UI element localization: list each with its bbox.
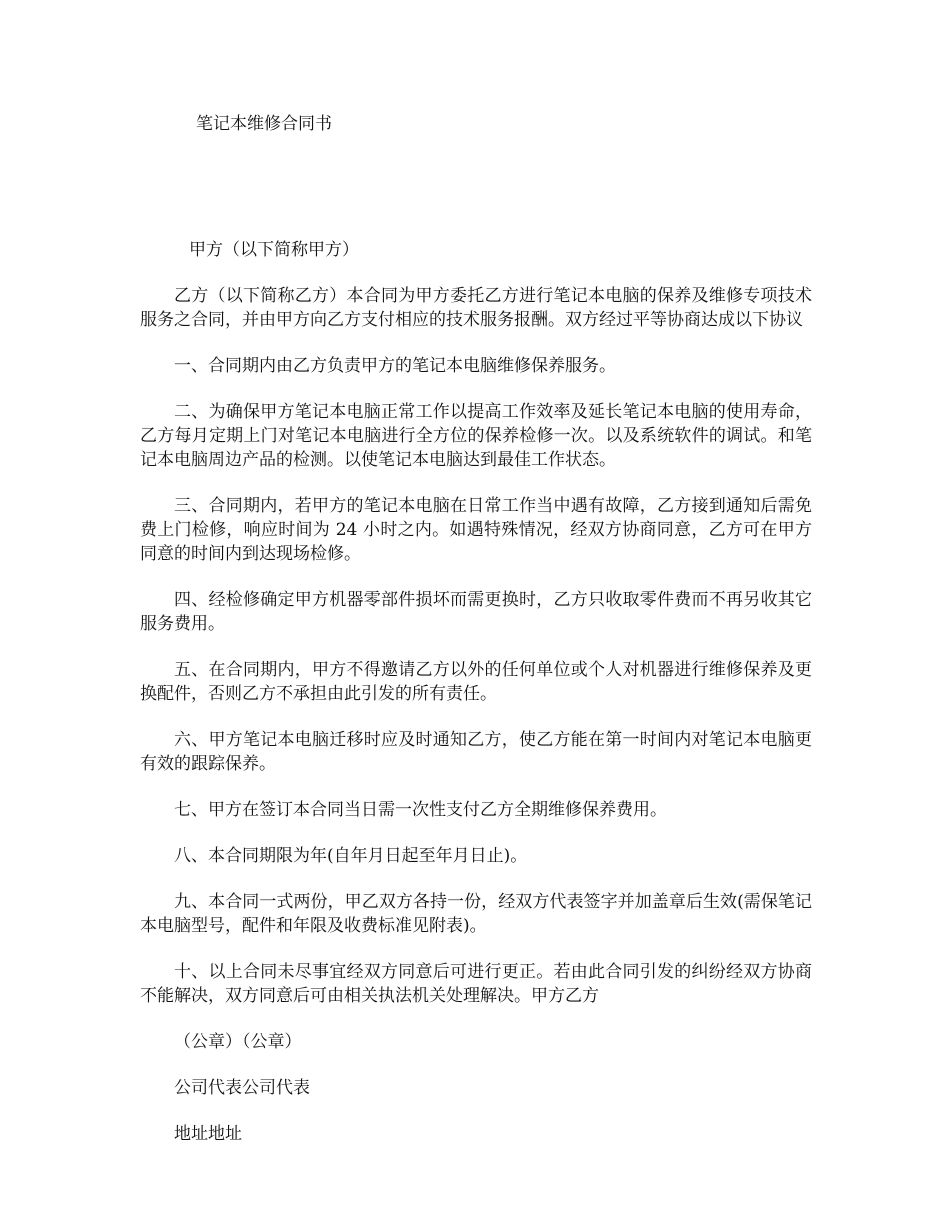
clause-1: 一、合同期内由乙方负责甲方的笔记本电脑维修保养服务。 [174, 356, 616, 376]
party-a-line: 甲方（以下简称甲方） [189, 240, 359, 260]
seal-line: （公章）（公章） [174, 1032, 302, 1052]
representative-line: 公司代表公司代表 [174, 1078, 310, 1098]
document-title: 笔记本维修合同书 [196, 114, 332, 134]
clause-8: 八、本合同期限为年(自年月日起至年月日止)。 [174, 846, 528, 866]
clause-3: 三、合同期内，若甲方的笔记本电脑在日常工作当中遇有故障，乙方接到通知后需免费上门检修，响应时间为 24 小时之内。如遇特殊情况，经双方协商同意，乙方可在甲方同意的时间内到达现场检修。 [140, 496, 812, 564]
clause-2: 二、为确保甲方笔记本电脑正常工作以提高工作效率及延长笔记本电脑的使用寿命，乙方每月定期上门对笔记本电脑进行全方位的保养检修一次。以及系统软件的调试。和笔记本电脑周边产品的检测。以使笔记本电脑达到最佳工作状态。 [140, 402, 812, 470]
clause-6: 六、甲方笔记本电脑迁移时应及时通知乙方，使乙方能在第一时间内对笔记本电脑更有效的跟踪保养。 [140, 730, 812, 774]
intro-paragraph: 乙方（以下简称乙方）本合同为甲方委托乙方进行笔记本电脑的保养及维修专项技术服务之合同，并由甲方向乙方支付相应的技术服务报酬。双方经过平等协商达成以下协议 [140, 286, 812, 330]
document-body [140, 284, 812, 1168]
clause-10: 十、以上合同未尽事宜经双方同意后可进行更正。若由此合同引发的纠纷经双方协商不能解决，双方同意后可由相关执法机关处理解决。甲方乙方 [140, 962, 812, 1006]
clause-5: 五、在合同期内，甲方不得邀请乙方以外的任何单位或个人对机器进行维修保养及更换配件，否则乙方不承担由此引发的所有责任。 [140, 660, 812, 704]
address-line: 地址地址 [174, 1124, 242, 1144]
clause-7: 七、甲方在签订本合同当日需一次性支付乙方全期维修保养费用。 [174, 800, 667, 820]
clause-9: 九、本合同一式两份，甲乙双方各持一份，经双方代表签字并加盖章后生效(需保笔记本电脑型号，配件和年限及收费标准见附表)。 [140, 892, 812, 936]
clause-4: 四、经检修确定甲方机器零部件损坏而需更换时，乙方只收取零件费而不再另收其它服务费用。 [140, 590, 812, 634]
